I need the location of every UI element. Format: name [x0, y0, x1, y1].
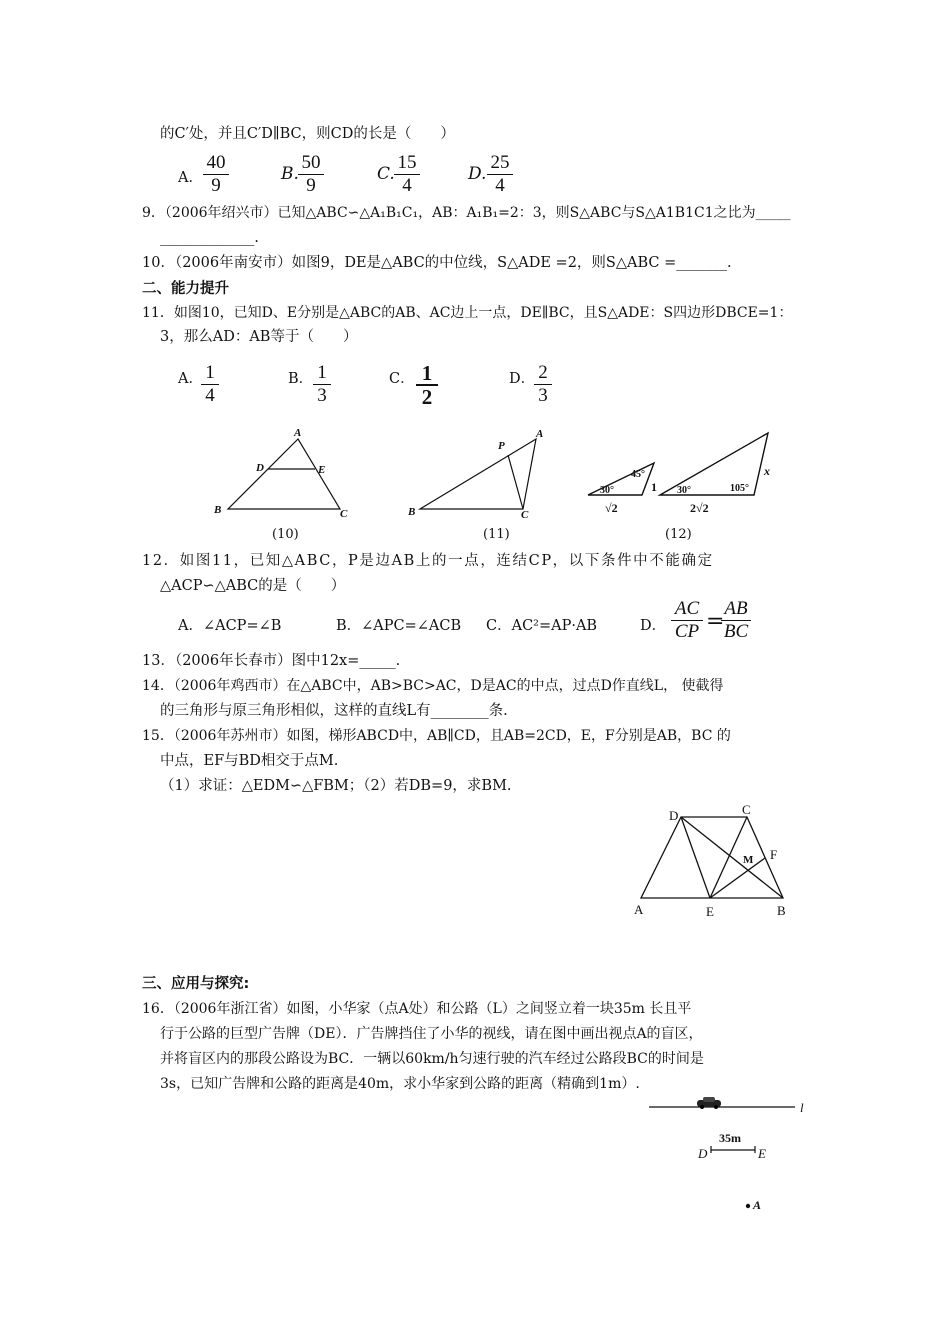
q9-line1: 9．（2006年绍兴市）已知△ABC∽△A₁B₁C₁，AB：A₁B₁=2：3，则S△ABC与S△A1B1C1之比为_____ — [142, 205, 791, 221]
fig12-base-right: 2√2 — [690, 501, 709, 515]
q16-line4: 3s，已知广告牌和公路的距离是40m，求小华家到公路的距离（精确到1m）. — [160, 1076, 640, 1092]
numerator: AB — [724, 598, 748, 619]
figure-billboard — [645, 1095, 825, 1215]
figure-trapezoid — [625, 800, 815, 930]
fig12-angle-45: 45° — [631, 469, 645, 480]
denominator: 3 — [317, 385, 327, 406]
point-a-dot — [746, 1204, 750, 1208]
denominator: 3 — [538, 385, 548, 406]
q12-option-d-equals: = — [706, 609, 725, 634]
q8-option-c-label: C. — [377, 164, 395, 184]
fig12-angle-30-left: 30° — [600, 485, 614, 496]
figure-11 — [420, 439, 536, 509]
q10-text: 10．（2006年南安市）如图9，DE是△ABC的中位线，S△ADE =2，则S△ABC =_______. — [142, 255, 732, 271]
q12-option-a: A．∠ACP=∠B — [178, 618, 282, 634]
q11-line2: 3，那么AD：AB等于（ ） — [160, 329, 358, 345]
q8-option-c-fraction — [393, 152, 421, 197]
q11-option-a-fraction — [200, 362, 220, 407]
trap-label-a: A — [634, 902, 644, 917]
section-heading-ability: 二、能力提升 — [142, 281, 229, 297]
numerator: 1 — [317, 362, 327, 383]
billboard-de — [711, 1146, 755, 1153]
numerator: 1 — [421, 361, 433, 385]
fig11-label-p: P — [498, 440, 505, 452]
denominator: 4 — [402, 175, 412, 196]
fig10-label-c: C — [340, 508, 348, 520]
fig11-label-c: C — [521, 509, 529, 521]
q11-line1: 11．如图10，已知D、E分别是△ABC的AB、AC边上一点，DE∥BC，且S△ADE：S四边形DBCE=1： — [142, 305, 793, 321]
road-label-l: l — [800, 1100, 804, 1115]
q9-line2: _____________. — [160, 230, 259, 246]
fig10-label-b: B — [214, 504, 222, 516]
q16-line2: 行于公路的巨型广告牌（DE）．广告牌挡住了小华的视线，请在图中画出视点A的盲区， — [160, 1026, 703, 1042]
fig12-side-x: x — [764, 464, 770, 478]
trapezoid-abcd — [641, 817, 783, 898]
section-heading-application: 三、应用与探究: — [142, 976, 250, 992]
q15-line3: （1）求证：△EDM∽△FBM；（2）若DB=9，求BM. — [160, 778, 512, 794]
fig10-label-d: D — [256, 462, 264, 474]
denominator: 4 — [205, 385, 215, 406]
q12-option-d-right-fraction — [720, 598, 752, 643]
fig12-angle-30-right: 30° — [677, 485, 691, 496]
q11-option-d-fraction — [533, 362, 553, 407]
segment-cp — [508, 455, 523, 509]
segment-ef — [710, 858, 765, 898]
q8-text: 的C′处，并且C′D∥BC，则CD的长是（ ） — [160, 126, 455, 142]
q12-option-d-label: D． — [640, 618, 667, 634]
denominator: 4 — [495, 175, 505, 196]
q11-option-a-label: A． — [178, 371, 203, 387]
segment-ec — [710, 817, 747, 898]
fig12-side-1: 1 — [651, 480, 657, 494]
q11-option-d-label: D． — [509, 371, 536, 387]
numerator: 40 — [206, 152, 226, 173]
figures-10-11-12 — [0, 425, 950, 555]
q13-text: 13．（2006年长春市）图中12x=_____. — [142, 653, 401, 669]
q16-line1: 16．（2006年浙江省）如图，小华家（点A处）和公路（L）之间竖立着一块35m 长且平 — [142, 1001, 692, 1017]
fig11-label-a: A — [536, 428, 544, 440]
q11-option-b-fraction — [312, 362, 332, 407]
figure-12-caption: (12) — [665, 527, 692, 542]
trap-label-d: D — [669, 808, 679, 823]
q8-option-b-fraction — [297, 152, 325, 197]
billboard-label-d: D — [698, 1146, 708, 1161]
q15-line2: 中点，EF与BD相交于点M. — [160, 753, 339, 769]
numerator: 25 — [490, 152, 510, 173]
q15-line1: 15．（2006年苏州市）如图，梯形ABCD中，AB∥CD，且AB=2CD，E，F分别是AB，BC 的 — [142, 728, 731, 744]
fig11-label-b: B — [408, 506, 416, 518]
denominator: 9 — [211, 175, 221, 196]
fig12-base-left: √2 — [605, 501, 618, 515]
q8-option-d-fraction — [486, 152, 514, 197]
numerator: 50 — [301, 152, 321, 173]
q8-option-a-label: A． — [178, 170, 203, 186]
q12-option-c: C．AC²=AP·AB — [486, 618, 598, 634]
q11-option-c-fraction — [415, 362, 439, 408]
point-label-a: A — [753, 1198, 762, 1212]
numerator: 2 — [538, 362, 548, 383]
q12-line2: △ACP∽△ABC的是（ ） — [160, 578, 346, 594]
trap-label-b: B — [777, 903, 786, 918]
q8-option-b-label: B. — [281, 164, 299, 184]
q8-option-d-label: D. — [468, 164, 487, 184]
fig12-angle-105: 105° — [730, 483, 749, 494]
denominator: 2 — [421, 385, 433, 409]
trap-label-c: C — [742, 802, 751, 817]
q12-option-d-left-fraction — [670, 598, 704, 643]
trap-label-f: F — [770, 847, 778, 862]
denominator: BC — [723, 621, 749, 642]
billboard-label-e: E — [758, 1146, 766, 1161]
q16-line3: 并将盲区内的那段公路设为BC．一辆以60km/h匀速行驶的汽车经过公路段BC的时间是 — [160, 1051, 704, 1067]
fig10-label-e: E — [318, 464, 326, 476]
q12-option-b: B．∠APC=∠ACB — [336, 618, 462, 634]
figure-11-caption: (11) — [483, 527, 510, 542]
q14-line1: 14．（2006年鸡西市）在△ABC中，AB>BC>AC，D是AC的中点，过点D作直线L， 使截得 — [142, 678, 724, 694]
trap-label-e: E — [706, 904, 714, 919]
numerator: AC — [674, 598, 700, 619]
q11-option-b-label: B． — [288, 371, 314, 387]
figure-10-caption: (10) — [272, 527, 299, 542]
numerator: 15 — [397, 152, 417, 173]
q12-line1: 12．如图11，已知△ABC，P是边AB上的一点，连结CP，以下条件中不能确定 — [142, 553, 714, 569]
numerator: 1 — [205, 362, 215, 383]
triangle-abc — [420, 439, 536, 509]
denominator: 9 — [306, 175, 316, 196]
q11-option-c-label: C． — [389, 371, 415, 387]
fig10-label-a: A — [294, 427, 302, 439]
trap-label-m: M — [743, 854, 754, 866]
diagonal-db — [681, 817, 783, 898]
denominator: CP — [674, 621, 700, 642]
q8-option-a-fraction — [202, 152, 230, 197]
billboard-length: 35m — [719, 1131, 741, 1145]
q14-line2: 的三角形与原三角形相似，这样的直线L有________条. — [160, 703, 508, 719]
